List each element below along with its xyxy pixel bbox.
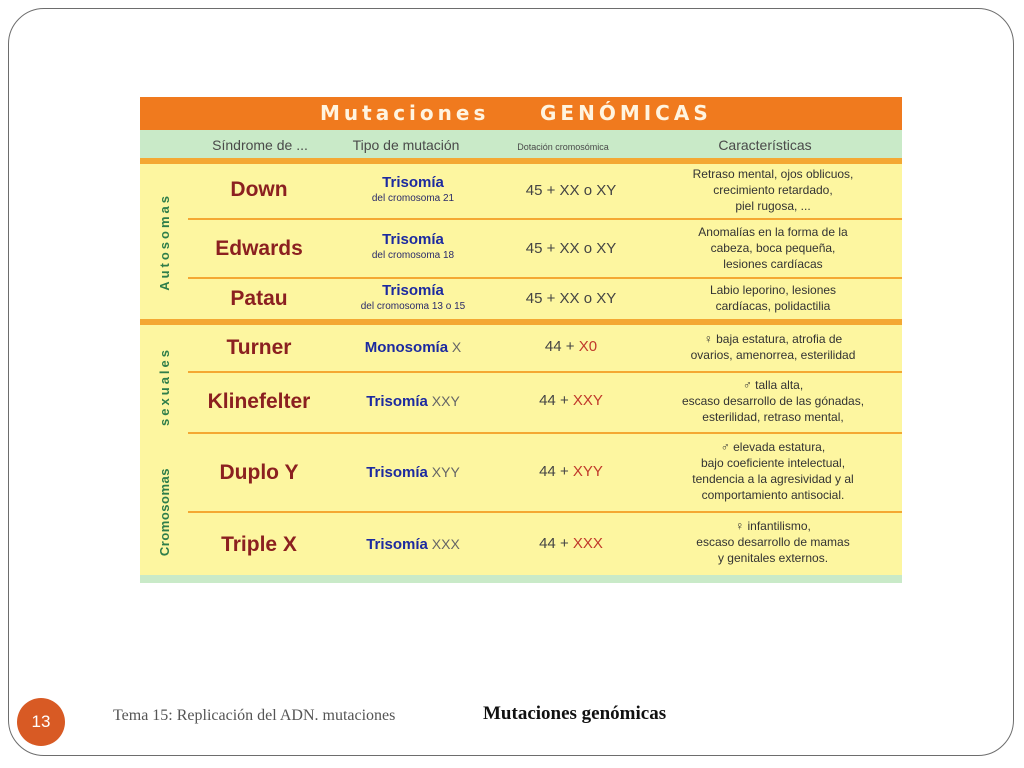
group-label-cromosomas: Cromosomas bbox=[156, 467, 172, 557]
characteristics: ♂ talla alta, escaso desarrollo de las gónadas, esterilidad, retraso mental, bbox=[681, 378, 865, 424]
mutation-type bbox=[338, 392, 488, 411]
header-caracteristicas: Características bbox=[718, 137, 812, 153]
mutation-type-main: Trisomía bbox=[382, 174, 444, 191]
mutation-type bbox=[338, 535, 488, 554]
characteristics: ♀ infantilismo, escaso desarrollo de mamas y genitales externos. bbox=[696, 519, 850, 565]
page-number-badge: 13 bbox=[17, 698, 65, 746]
mutation-type bbox=[338, 231, 488, 262]
header-tipo: Tipo de mutación bbox=[352, 137, 460, 153]
characteristics: Retraso mental, ojos oblicuos, crecimiento retardado, piel rugosa, ... bbox=[692, 167, 854, 213]
table-row bbox=[188, 279, 902, 319]
chromosome-count: 44 + X0 bbox=[544, 338, 598, 355]
syndrome-name: Turner bbox=[226, 336, 292, 359]
syndrome-name: Edwards bbox=[215, 237, 303, 260]
group-label-sexuales: sexuales bbox=[156, 347, 172, 426]
mutation-type-sub: del cromosoma 13 o 15 bbox=[360, 301, 466, 312]
mutation-type bbox=[338, 282, 488, 313]
characteristics: Anomalías en la forma de la cabeza, boca pequeña, lesiones cardíacas bbox=[698, 225, 848, 271]
header-dotacion: Dotación cromosómica bbox=[517, 142, 609, 152]
table-row bbox=[188, 513, 902, 575]
mutation-type-sub: del cromosoma 18 bbox=[371, 250, 455, 261]
mutation-type-suffix: XXY bbox=[427, 393, 460, 409]
syndrome-name: Triple X bbox=[221, 533, 297, 556]
mutation-type bbox=[338, 338, 488, 357]
chromosome-count: 44 + XYY bbox=[539, 463, 603, 480]
mutation-type-suffix: XXX bbox=[427, 536, 460, 552]
table-header-row bbox=[140, 130, 902, 158]
syndrome-name: Patau bbox=[230, 287, 288, 310]
chromosome-count: 45 + XX o XY bbox=[525, 182, 617, 199]
syndrome-name: Down bbox=[230, 178, 288, 201]
chromosome-count: 45 + XX o XY bbox=[525, 240, 617, 257]
table-row bbox=[188, 164, 902, 218]
mutation-type bbox=[338, 463, 488, 482]
chromosome-count: 44 + XXY bbox=[539, 392, 603, 409]
mutation-type-suffix: X bbox=[448, 339, 462, 355]
syndrome-name: Duplo Y bbox=[219, 461, 299, 484]
mutation-type-suffix: XYY bbox=[427, 464, 460, 480]
characteristics: ♂ elevada estatura, bajo coeficiente intelectual, tendencia a la agresividad y al comportamiento antisocial. bbox=[692, 440, 854, 502]
mutation-type-main: Monosomía bbox=[364, 339, 449, 356]
mutation-type-main: Trisomía bbox=[382, 282, 444, 299]
group-label-autosomas: Autosomas bbox=[156, 193, 172, 291]
table-row bbox=[188, 220, 902, 277]
syndrome-name: Klinefelter bbox=[207, 390, 311, 413]
table-title-left: Mutaciones bbox=[320, 101, 490, 125]
mutation-type-main: Trisomía bbox=[366, 464, 428, 481]
mutation-type-sub: del cromosoma 21 bbox=[371, 193, 455, 204]
mutation-type-main: Trisomía bbox=[366, 393, 428, 410]
chromosome-count: 44 + XXX bbox=[539, 535, 603, 552]
table-title-bar bbox=[140, 97, 902, 130]
characteristics: ♀ baja estatura, atrofia de ovarios, amenorrea, esterilidad bbox=[690, 332, 856, 362]
table-row bbox=[188, 325, 902, 371]
mutation-type-main: Trisomía bbox=[382, 231, 444, 248]
mutations-table bbox=[140, 97, 902, 583]
table-title-right: GENÓMICAS bbox=[540, 101, 712, 125]
footer-slide-title: Mutaciones genómicas bbox=[483, 703, 667, 724]
footer-course-title: Tema 15: Replicación del ADN. mutaciones bbox=[113, 707, 396, 724]
characteristics: Labio leporino, lesiones cardíacas, polidactilia bbox=[709, 283, 837, 313]
band-bottom bbox=[140, 575, 902, 583]
mutation-type bbox=[338, 174, 488, 205]
mutation-type-main: Trisomía bbox=[366, 536, 428, 553]
table-row bbox=[188, 434, 902, 511]
table-row bbox=[188, 373, 902, 432]
header-sindrome: Síndrome de ... bbox=[212, 137, 308, 153]
chromosome-count: 45 + XX o XY bbox=[525, 290, 617, 307]
